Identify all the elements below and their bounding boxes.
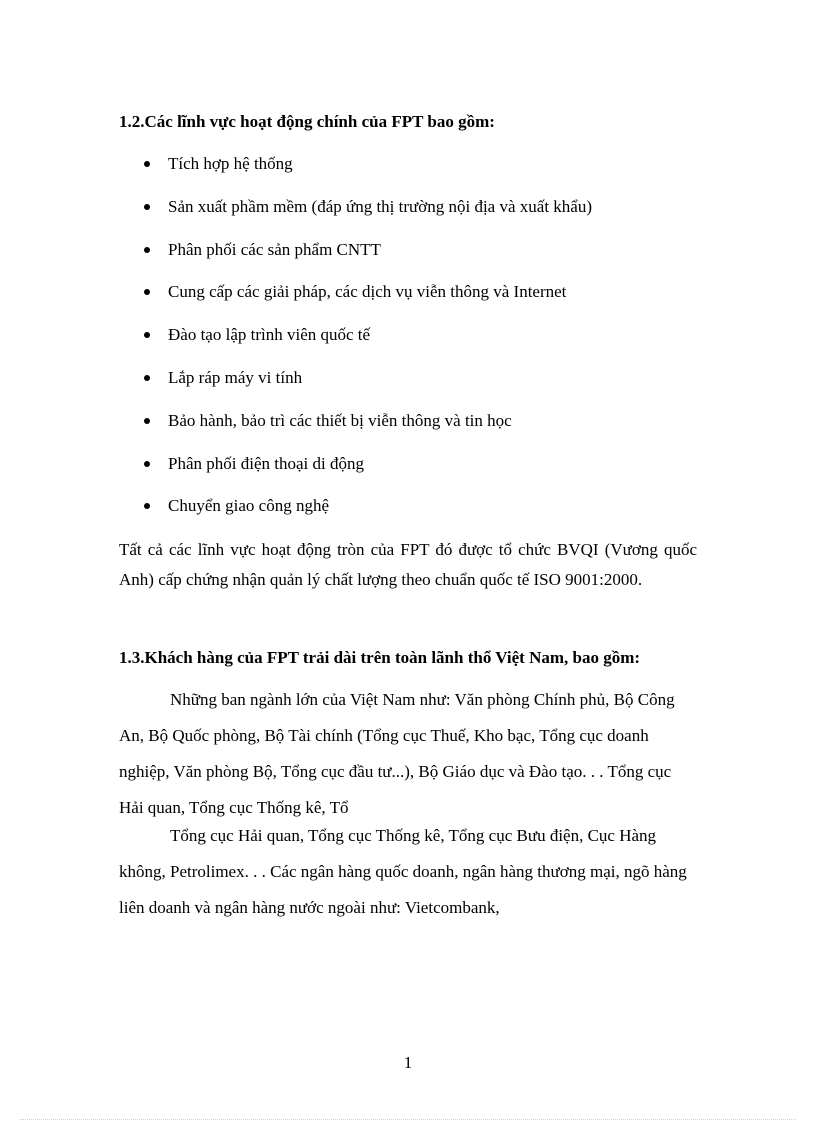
section-1-2-heading: 1.2.Các lĩnh vực hoạt động chính của FPT bao gồm:: [119, 112, 495, 131]
list-item: [144, 279, 592, 322]
bullet-icon: [144, 247, 150, 253]
activity-list: [144, 151, 592, 536]
list-item-text: Tích hợp hệ thống: [168, 154, 293, 173]
bullet-icon: [144, 375, 150, 381]
customers-paragraph-2: Tổng cục Hải quan, Tổng cục Thống kê, Tổng cục Bưu điện, Cục Hàng không, Petrolimex. . . Các ngân hàng quốc doanh, ngân hàng thương mại, ngõ hàng liên doanh và ngân hàng nước ngoài như: Vietcombank,: [119, 826, 687, 917]
list-item: [144, 451, 592, 494]
bullet-icon: [144, 418, 150, 424]
list-item: [144, 493, 592, 536]
bullet-icon: [144, 289, 150, 295]
list-item: [144, 237, 592, 280]
list-item-text: Đào tạo lập trình viên quốc tế: [168, 325, 371, 345]
bullet-icon: [144, 161, 150, 167]
list-item: [144, 194, 592, 237]
list-item-text: Phân phối các sản phẩm CNTT: [168, 239, 381, 259]
bullet-icon: [144, 461, 150, 467]
list-item-text: Cung cấp các giải pháp, các dịch vụ viễn thông và Internet: [168, 282, 567, 302]
bullet-icon: [144, 332, 150, 338]
page-bottom-divider: [20, 1119, 796, 1120]
list-item-text: Lắp ráp máy vi tính: [168, 367, 303, 387]
section-1-3-heading: 1.3.Khách hàng của FPT trải dài trên toàn lãnh thổ Việt Nam, bao gồm:: [119, 648, 641, 667]
bullet-icon: [144, 503, 150, 509]
list-item-text: Chuyển giao công nghệ: [168, 496, 329, 516]
certification-paragraph: Tất cả các lĩnh vực hoạt động tròn của FPT đó được tổ chức BVQI (Vương quốc Anh) cấp chứng nhận quản lý chất lượng theo chuẩn quốc tế ISO 9001:2000.: [119, 540, 697, 589]
customers-paragraph-1: Những ban ngành lớn của Việt Nam như: Văn phòng Chính phủ, Bộ Công An, Bộ Quốc phòng, Bộ Tài chính (Tổng cục Thuế, Kho bạc, Tổng cục doanh nghiệp, Văn phòng Bộ, Tổng cục đầu tư...), Bộ Giáo dục và Đào tạo. . . Tổng cục Hải quan, Tổng cục Thống kê, Tổ: [119, 690, 675, 817]
list-item: [144, 322, 592, 365]
list-item-text: Sản xuất phầm mềm (đáp ứng thị trường nội địa và xuất khẩu): [168, 196, 592, 216]
bullet-icon: [144, 204, 150, 210]
list-item: [144, 365, 592, 408]
list-item: [144, 151, 592, 194]
page-number: 1: [403, 1053, 413, 1072]
list-item-text: Bảo hành, bảo trì các thiết bị viễn thông và tin học: [168, 410, 512, 430]
list-item: [144, 408, 592, 451]
list-item-text: Phân phối điện thoại di động: [168, 453, 364, 473]
